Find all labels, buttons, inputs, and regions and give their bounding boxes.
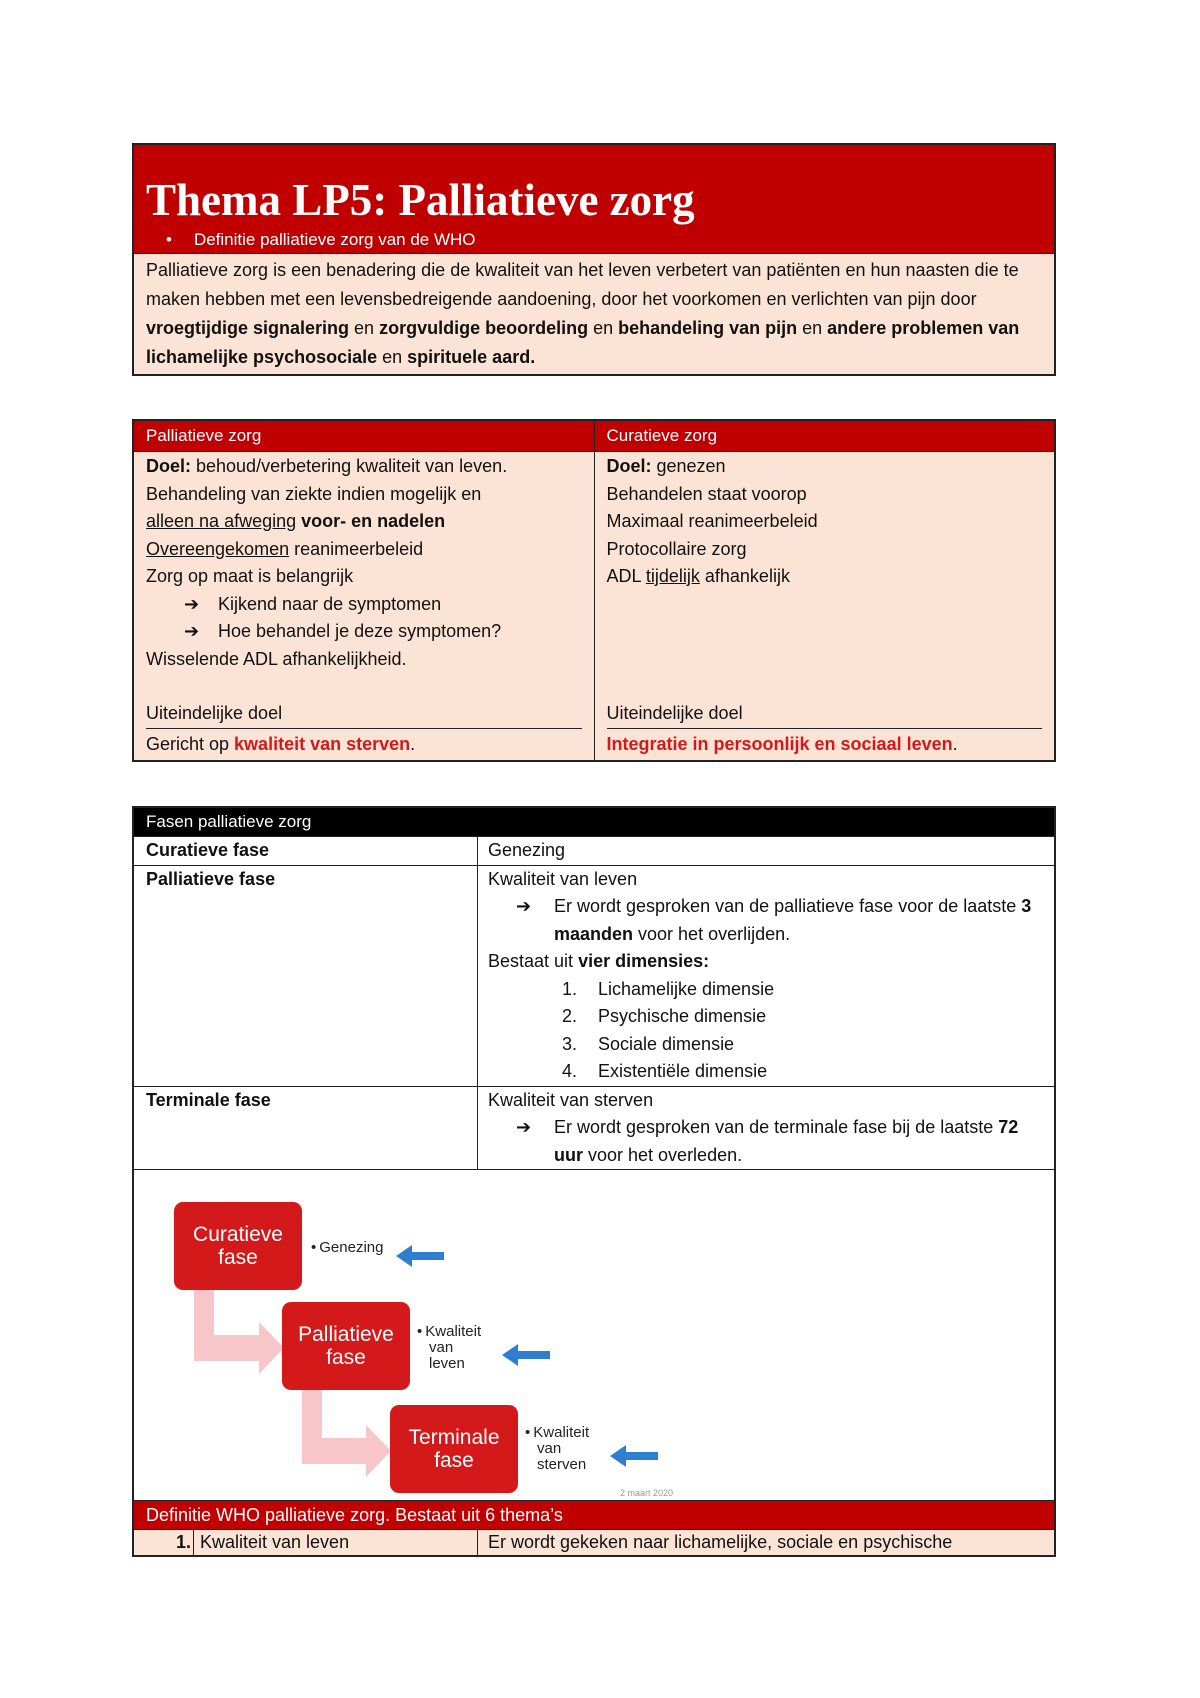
palliative-phase-label-text: • Kwaliteit van leven xyxy=(417,1323,482,1372)
table-row xyxy=(134,865,1054,1086)
blue-arrow-icon xyxy=(610,1445,658,1467)
palliative-phase-box: Palliatieve fase xyxy=(282,1302,410,1390)
palliative-line: Wisselende ADL afhankelijkheid. xyxy=(146,648,407,669)
curative-line: ADL tijdelijk afhankelijk xyxy=(606,566,790,586)
phases-header: Fasen palliatieve zorg xyxy=(134,808,1054,836)
palliative-column xyxy=(134,421,594,760)
table-row xyxy=(134,1086,1054,1170)
table-row xyxy=(134,836,1054,865)
palliative-final-goal-label: Uiteindelijke doel xyxy=(146,700,582,729)
page-title: Thema LP5: Palliatieve zorg xyxy=(146,175,695,225)
curative-final-goal-label: Uiteindelijke doel xyxy=(607,700,1043,729)
curative-header: Curatieve zorg xyxy=(595,421,1055,452)
palliative-header: Palliatieve zorg xyxy=(134,421,594,452)
blue-arrow-icon xyxy=(396,1245,444,1267)
palliative-goal: Doel: behoud/verbetering kwaliteit van leven. xyxy=(146,456,508,476)
palliative-line: Zorg op maat is belangrijk xyxy=(146,566,354,586)
comparison-table xyxy=(132,419,1056,762)
palliative-phase-value: Kwaliteit van leven xyxy=(488,868,638,889)
connector-arrow xyxy=(302,1388,391,1477)
blue-arrow-icon xyxy=(502,1344,550,1366)
curative-line: Behandelen staat voorop xyxy=(606,483,807,504)
palliative-line: alleen na afweging voor- en nadelen xyxy=(146,511,446,531)
palliative-arrow-item: ➔ Kijkend naar de symptomen xyxy=(146,591,582,619)
curative-line: Maximaal reanimeerbeleid xyxy=(606,511,818,531)
terminal-phase-label-text: • Kwaliteit van sterven xyxy=(525,1424,590,1473)
curative-goal: Doel: genezen xyxy=(606,456,726,476)
curative-final-goal: Integratie in persoonlijk en sociaal leven. xyxy=(606,733,958,754)
palliative-line: Behandeling van ziekte indien mogelijk en xyxy=(146,483,482,504)
table-row xyxy=(134,1529,1054,1555)
definition-header xyxy=(134,145,1054,253)
list-item: 2. Psychische dimensie xyxy=(582,1003,1044,1031)
dimensions-intro: Bestaat uit vier dimensies: xyxy=(488,951,710,971)
curative-phase-value: Genezing xyxy=(488,840,566,860)
palliative-arrow-item: ➔ Hoe behandel je deze symptomen? xyxy=(146,618,582,646)
arrow-right-icon: ➔ xyxy=(184,593,200,614)
arrow-right-icon: ➔ xyxy=(516,1117,532,1137)
palliative-phase-arrow-item: ➔ Er wordt gesproken van de palliatieve fase voor de laatste 3 maanden voor het overlijden. xyxy=(488,893,1044,948)
curative-phase-label-text: • Genezing xyxy=(311,1239,384,1256)
phases-table xyxy=(132,806,1056,1557)
terminal-phase-box: Terminale fase xyxy=(390,1405,518,1493)
document-page xyxy=(132,143,1056,1557)
curative-phase-label: Curatieve fase xyxy=(146,840,270,860)
curative-column xyxy=(594,421,1055,760)
palliative-phase-label: Palliatieve fase xyxy=(146,868,276,889)
definition-bullet: • Definitie palliatieve zorg van de WHO xyxy=(196,229,1042,251)
theme-description: Er wordt gekeken naar lichamelijke, sociale en psychische xyxy=(488,1532,953,1552)
curative-phase-box: Curatieve fase xyxy=(174,1202,302,1290)
curative-line: Protocollaire zorg xyxy=(606,538,747,559)
list-item: 3. Sociale dimensie xyxy=(582,1031,1044,1059)
terminal-phase-label: Terminale fase xyxy=(146,1089,271,1110)
date-stamp: 2 maart 2020 xyxy=(620,1488,674,1498)
terminal-phase-arrow-item: ➔ Er wordt gesproken van de terminale fase bij de laatste 72 uur voor het overleden. xyxy=(488,1114,1044,1169)
definition-text: Palliatieve zorg is een benadering die de kwaliteit van het leven verbetert van patiënten en hun naasten die te maken hebben met een levensbedreigende aandoening, door het voorkomen en verlichten van pijn door vroegtijdige signalering en zorgvuldige beoordeling en behandeling van pijn en andere problemen van lichamelijke psychosociale en spirituele aard. xyxy=(134,253,1054,374)
definition-box xyxy=(132,143,1056,376)
phases-diagram xyxy=(134,1169,1054,1500)
list-item: 1. Lichamelijke dimensie xyxy=(582,976,1044,1004)
row-number: 1. xyxy=(134,1530,194,1555)
dimensions-list xyxy=(488,976,1044,1086)
arrow-right-icon: ➔ xyxy=(516,896,532,916)
connector-arrow xyxy=(194,1288,284,1374)
terminal-phase-value: Kwaliteit van sterven xyxy=(488,1089,654,1110)
palliative-line: Overeengekomen reanimeerbeleid xyxy=(146,538,424,559)
theme-label: Kwaliteit van leven xyxy=(194,1530,478,1555)
list-item: 4. Existentiële dimensie xyxy=(582,1058,1044,1086)
palliative-final-goal: Gericht op kwaliteit van sterven. xyxy=(146,733,416,754)
arrow-right-icon: ➔ xyxy=(184,621,200,641)
who-header: Definitie WHO palliatieve zorg. Bestaat uit 6 thema’s xyxy=(134,1500,1054,1529)
